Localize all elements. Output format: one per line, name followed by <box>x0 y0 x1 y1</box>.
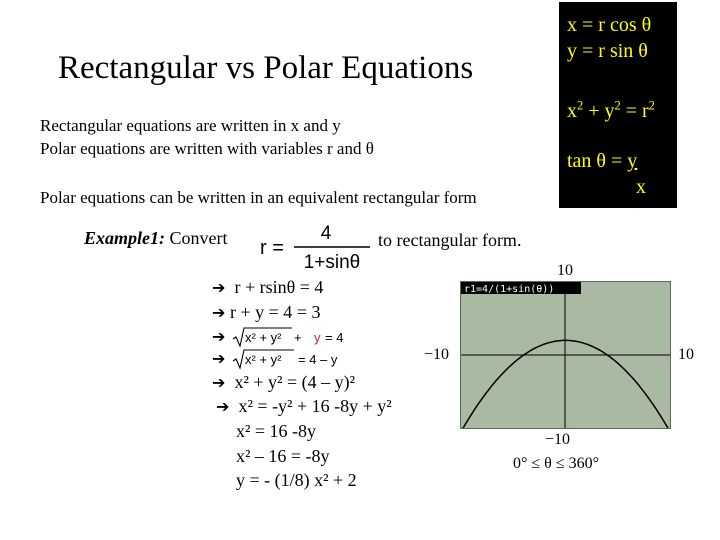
formula-x: x = r cos θ <box>567 14 652 36</box>
arrow-right-icon: ➔ <box>212 373 226 392</box>
intro-line-equivalent: Polar equations can be written in an equivalent rectangular form <box>40 188 477 207</box>
calculator-graph-screen <box>460 281 671 429</box>
example-label: Example1: Convert <box>84 228 228 248</box>
svg-text:+: + <box>294 330 302 345</box>
arrow-right-icon: ➔ <box>212 303 226 322</box>
formula-y: y = r sin θ <box>567 40 648 62</box>
formula-tan-denominator: x <box>636 176 646 198</box>
formula-pythagorean: $x^2 + y^2 = r^2$ <box>567 98 655 122</box>
intro-line-rectangular: Rectangular equations are written in x and y <box>40 116 341 135</box>
calculator-graph <box>461 282 670 428</box>
svg-text:x² + y²: x² + y² <box>245 330 282 345</box>
equation-text: r1=4/(1+sin(θ)) <box>464 284 555 295</box>
polar-equation-fraction <box>258 220 376 272</box>
step-6: ➔ x² = -y² + 16 -8y + y² <box>216 396 392 416</box>
page-title: Rectangular vs Polar Equations <box>58 50 474 86</box>
calc-x-min-label: −10 <box>424 346 450 363</box>
step-3 <box>212 326 230 347</box>
step-4 <box>212 348 230 369</box>
arrow-right-icon: ➔ <box>212 278 226 297</box>
svg-text:= 4: = 4 <box>325 330 344 345</box>
example-tail: to rectangular form. <box>378 230 522 250</box>
step-5: ➔ x² + y² = (4 – y)² <box>212 372 355 392</box>
conversion-formulas-box <box>559 2 677 208</box>
fraction-denominator: 1+sinθ <box>303 252 361 272</box>
step-1: ➔ r + rsinθ = 4 <box>212 277 324 297</box>
calc-theta-range: 0° ≤ θ ≤ 360° <box>513 455 600 472</box>
arrow-right-icon: ➔ <box>212 349 226 368</box>
intro-line-polar: Polar equations are written with variables r and θ <box>40 139 374 158</box>
arrow-right-icon: ➔ <box>216 397 230 416</box>
svg-text:= 4 – y: = 4 – y <box>298 352 338 367</box>
step-9: y = - (1/8) x² + 2 <box>236 470 357 490</box>
arrow-right-icon: ➔ <box>212 327 226 346</box>
svg-text:y: y <box>314 330 321 345</box>
calc-y-max-label: 10 <box>557 262 573 279</box>
formula-tan: tan θ = y <box>567 150 638 172</box>
step-7: x² = 16 -8y <box>236 421 317 441</box>
fraction-lhs: r = <box>260 237 284 259</box>
calc-x-max-label: 10 <box>678 346 694 363</box>
sqrt-equation-2 <box>232 348 362 370</box>
step-8: x² – 16 = -8y <box>236 446 330 466</box>
fraction-numerator: 4 <box>320 223 332 244</box>
sqrt-equation-1 <box>232 326 362 348</box>
calc-y-min-label: −10 <box>545 431 571 448</box>
step-2: ➔ r + y = 4 = 3 <box>212 302 321 322</box>
svg-text:x² + y²: x² + y² <box>245 352 282 367</box>
